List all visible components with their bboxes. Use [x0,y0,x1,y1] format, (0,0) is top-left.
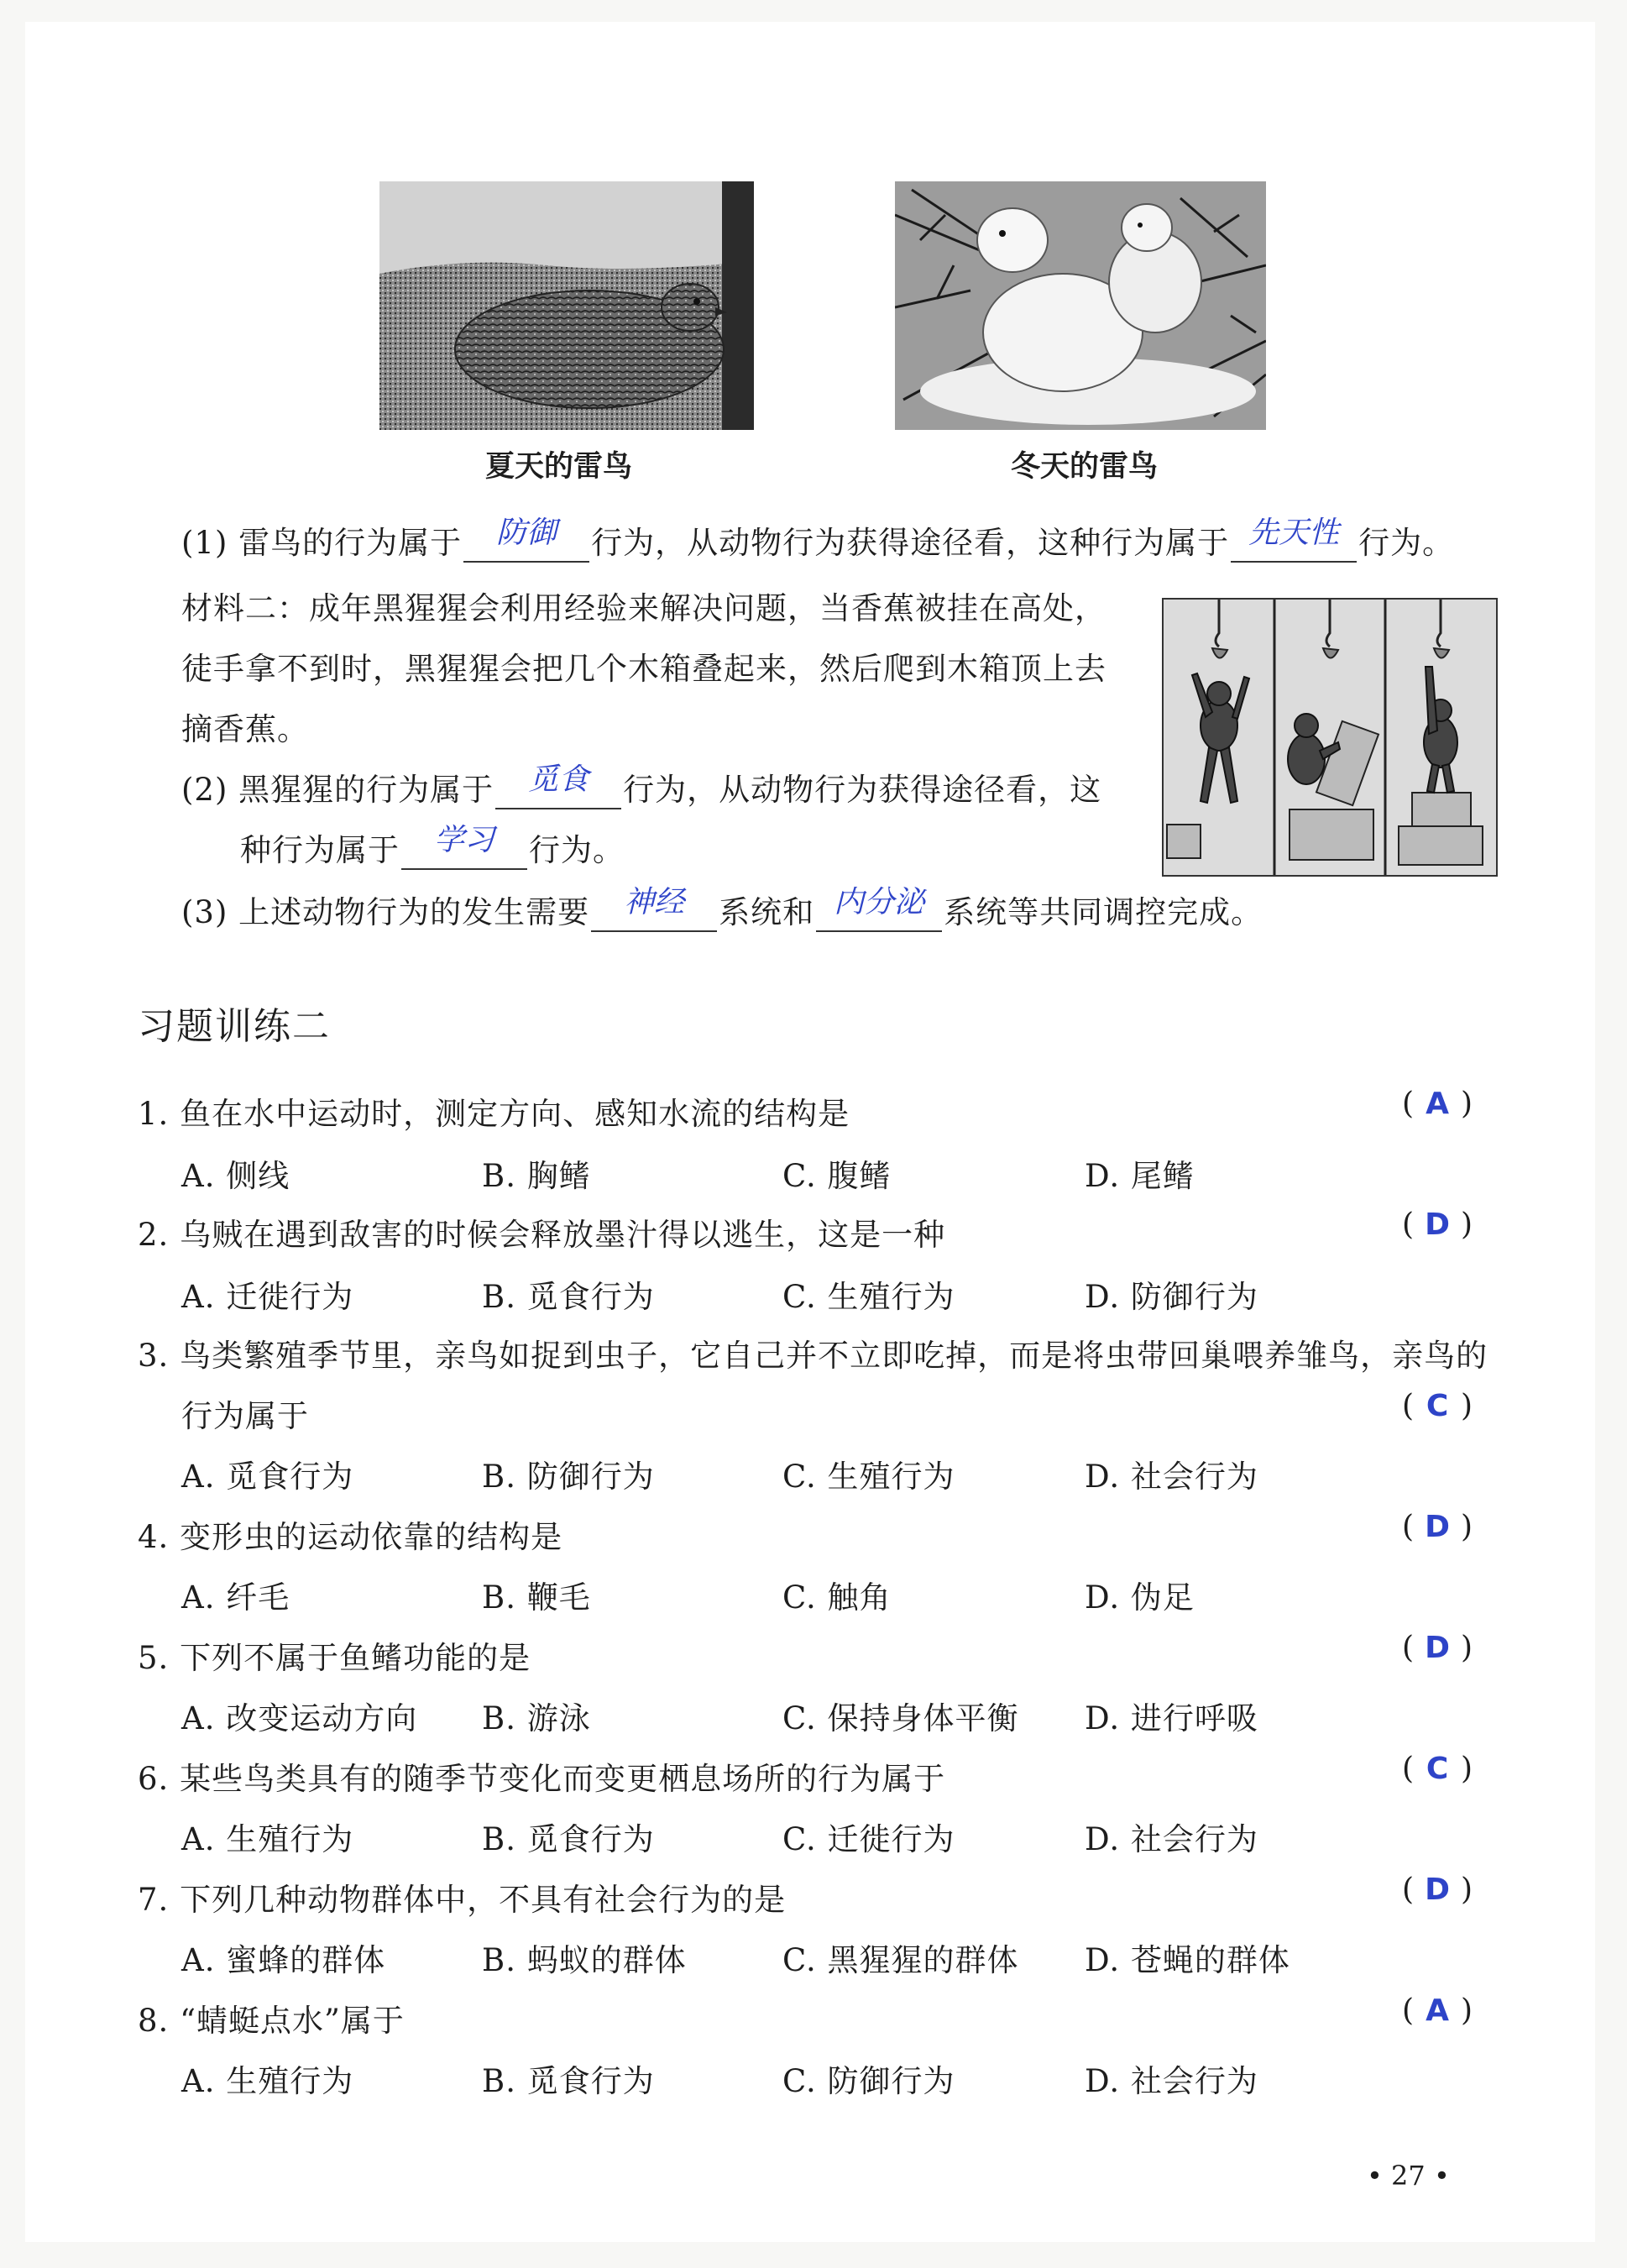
subq2-text-b: 行为，从动物行为获得途径看，这 [623,772,1102,808]
subq2-blank-1 [495,762,621,809]
option-b: B. 觅食行为 [482,2063,655,2099]
option-d: D. 进行呼吸 [1085,1700,1258,1736]
material2-line-1: 材料二：成年黑猩猩会利用经验来解决问题，当香蕉被挂在高处， [181,590,1106,626]
subq3-answer-1: 神经 [624,885,685,919]
subquestion-2-line-2 [240,823,625,870]
answer-mark: A [1426,1993,1449,2028]
paren-open: ( [1402,1993,1415,2028]
workbook-page [25,22,1595,2242]
summer-ptarmigan-photo [379,181,754,430]
paren-close: ) [1461,1510,1473,1544]
question-1-stem [138,1088,850,1134]
question-text: 鸟类繁殖季节里，亲鸟如捉到虫子，它自己并不立即吃掉，而是将虫带回巢喂养雏鸟，亲鸟的 [180,1338,1488,1374]
subq1-blank-2 [1231,516,1357,563]
option-d: D. 苍蝇的群体 [1085,1942,1290,1978]
section-title: 习题训练二 [138,1005,331,1048]
option-b: B. 游泳 [482,1700,591,1736]
question-6-answer [1402,1752,1473,1786]
question-number: 6. [138,1761,170,1797]
paren-close: ) [1461,1752,1473,1786]
option-c: C. 生殖行为 [782,1279,955,1315]
option-b: B. 蚂蚁的群体 [482,1942,687,1978]
answer-mark: D [1425,1873,1450,1907]
option-a: A. 改变运动方向 [181,1700,418,1736]
question-3-answer [1402,1389,1473,1423]
caption-summer: 夏天的雷鸟 [485,450,633,484]
question-text: 下列几种动物群体中，不具有社会行为的是 [180,1882,787,1918]
question-5-answer [1402,1631,1473,1665]
subq2-blank-2 [401,823,527,870]
option-a: A. 蜜蜂的群体 [181,1942,386,1978]
paren-close: ) [1461,1993,1473,2028]
paren-close: ) [1461,1873,1473,1907]
paren-open: ( [1402,1087,1415,1121]
answer-mark: D [1425,1207,1450,1242]
subquestion-2-line-1 [181,762,1102,809]
paren-open: ( [1402,1873,1415,1907]
question-2-stem [138,1209,945,1254]
question-text: 乌贼在遇到敌害的时候会释放墨汁得以逃生，这是一种 [180,1217,946,1253]
option-d: D. 尾鳍 [1085,1158,1195,1194]
option-c: C. 生殖行为 [782,1459,955,1495]
caption-winter: 冬天的雷鸟 [1011,450,1159,484]
question-number: 5. [138,1640,170,1676]
question-text: 鱼在水中运动时，测定方向、感知水流的结构是 [180,1096,850,1132]
option-a: A. 生殖行为 [181,2063,354,2099]
page-number: • 27 • [1367,2160,1450,2192]
subq3-answer-2: 内分泌 [834,885,925,919]
option-c: C. 腹鳍 [782,1158,892,1194]
subq1-answer-1: 防御 [496,516,557,550]
option-b: B. 觅食行为 [482,1279,655,1315]
subq3-text-a: (3) 上述动物行为的发生需要 [181,894,590,930]
subq1-text-b: 行为，从动物行为获得途径看，这种行为属于 [591,525,1230,561]
question-number: 7. [138,1882,170,1918]
question-7-answer [1402,1873,1473,1907]
question-5-stem [138,1632,531,1678]
question-number: 3. [138,1338,170,1374]
question-3-stem-cont: 行为属于 [181,1398,309,1434]
subq2-text-a: (2) 黑猩猩的行为属于 [181,772,494,808]
question-text: 下列不属于鱼鳍功能的是 [180,1640,531,1676]
paren-close: ) [1461,1087,1473,1121]
question-2-answer [1402,1207,1473,1242]
question-4-stem [138,1511,562,1557]
option-d: D. 社会行为 [1085,2063,1258,2099]
subq1-blank-1 [463,516,589,563]
answer-mark: C [1426,1389,1449,1423]
option-d: D. 社会行为 [1085,1459,1258,1495]
paren-open: ( [1402,1631,1415,1665]
option-a: A. 侧线 [181,1158,290,1194]
question-3-stem [138,1330,1488,1375]
option-c: C. 迁徙行为 [782,1821,955,1857]
paren-close: ) [1461,1631,1473,1665]
option-d: D. 伪足 [1085,1579,1195,1616]
answer-mark: A [1426,1087,1449,1121]
question-number: 2. [138,1217,170,1253]
paren-close: ) [1461,1207,1473,1242]
question-number: 1. [138,1096,170,1132]
option-a: A. 纤毛 [181,1579,290,1616]
winter-ptarmigan-photo [895,181,1266,430]
subq1-answer-2: 先天性 [1248,516,1340,550]
paren-open: ( [1402,1752,1415,1786]
subq2-answer-2: 学习 [433,823,494,857]
subq2-answer-1: 觅食 [528,762,589,797]
question-text: 变形虫的运动依靠的结构是 [180,1519,563,1555]
subq3-blank-2 [816,885,942,932]
material2-line-3: 摘香蕉。 [181,711,309,747]
question-text: 某些鸟类具有的随季节变化而变更栖息场所的行为属于 [180,1761,946,1797]
subquestion-1 [181,516,1455,563]
subq3-blank-1 [591,885,717,932]
paren-open: ( [1402,1389,1415,1423]
question-7-stem [138,1874,786,1920]
option-a: A. 生殖行为 [181,1821,354,1857]
option-d: D. 社会行为 [1085,1821,1258,1857]
answer-mark: D [1425,1510,1450,1544]
subq1-text-c: 行为。 [1358,525,1455,561]
subq3-text-b: 系统和 [719,894,815,930]
question-1-answer [1402,1087,1473,1121]
subq3-text-c: 系统等共同调控完成。 [944,894,1263,930]
option-a: A. 迁徙行为 [181,1279,354,1315]
option-c: C. 黑猩猩的群体 [782,1942,1019,1978]
option-c: C. 保持身体平衡 [782,1700,1019,1736]
question-6-stem [138,1753,945,1799]
question-text: “蜻蜓点水”属于 [180,2003,405,2039]
subq2-text-c: 种行为属于 [240,832,400,868]
subquestion-3 [181,885,1263,932]
question-number: 8. [138,2003,170,2039]
subq1-text-a: (1) 雷鸟的行为属于 [181,525,463,561]
option-d: D. 防御行为 [1085,1279,1258,1315]
answer-mark: D [1425,1631,1450,1665]
paren-open: ( [1402,1510,1415,1544]
question-4-answer [1402,1510,1473,1544]
option-b: B. 胸鳍 [482,1158,591,1194]
paren-open: ( [1402,1207,1415,1242]
option-b: B. 鞭毛 [482,1579,591,1616]
option-b: B. 觅食行为 [482,1821,655,1857]
option-c: C. 防御行为 [782,2063,955,2099]
subq2-text-d: 行为。 [529,832,625,868]
question-8-stem [138,1995,405,2040]
material2-line-2: 徒手拿不到时，黑猩猩会把几个木箱叠起来，然后爬到木箱顶上去 [181,651,1106,687]
option-a: A. 觅食行为 [181,1459,354,1495]
option-c: C. 触角 [782,1579,892,1616]
chimpanzee-banana-illustration [1162,598,1498,877]
paren-close: ) [1461,1389,1473,1423]
answer-mark: C [1426,1752,1449,1786]
option-b: B. 防御行为 [482,1459,655,1495]
question-number: 4. [138,1519,170,1555]
question-8-answer [1402,1993,1473,2028]
